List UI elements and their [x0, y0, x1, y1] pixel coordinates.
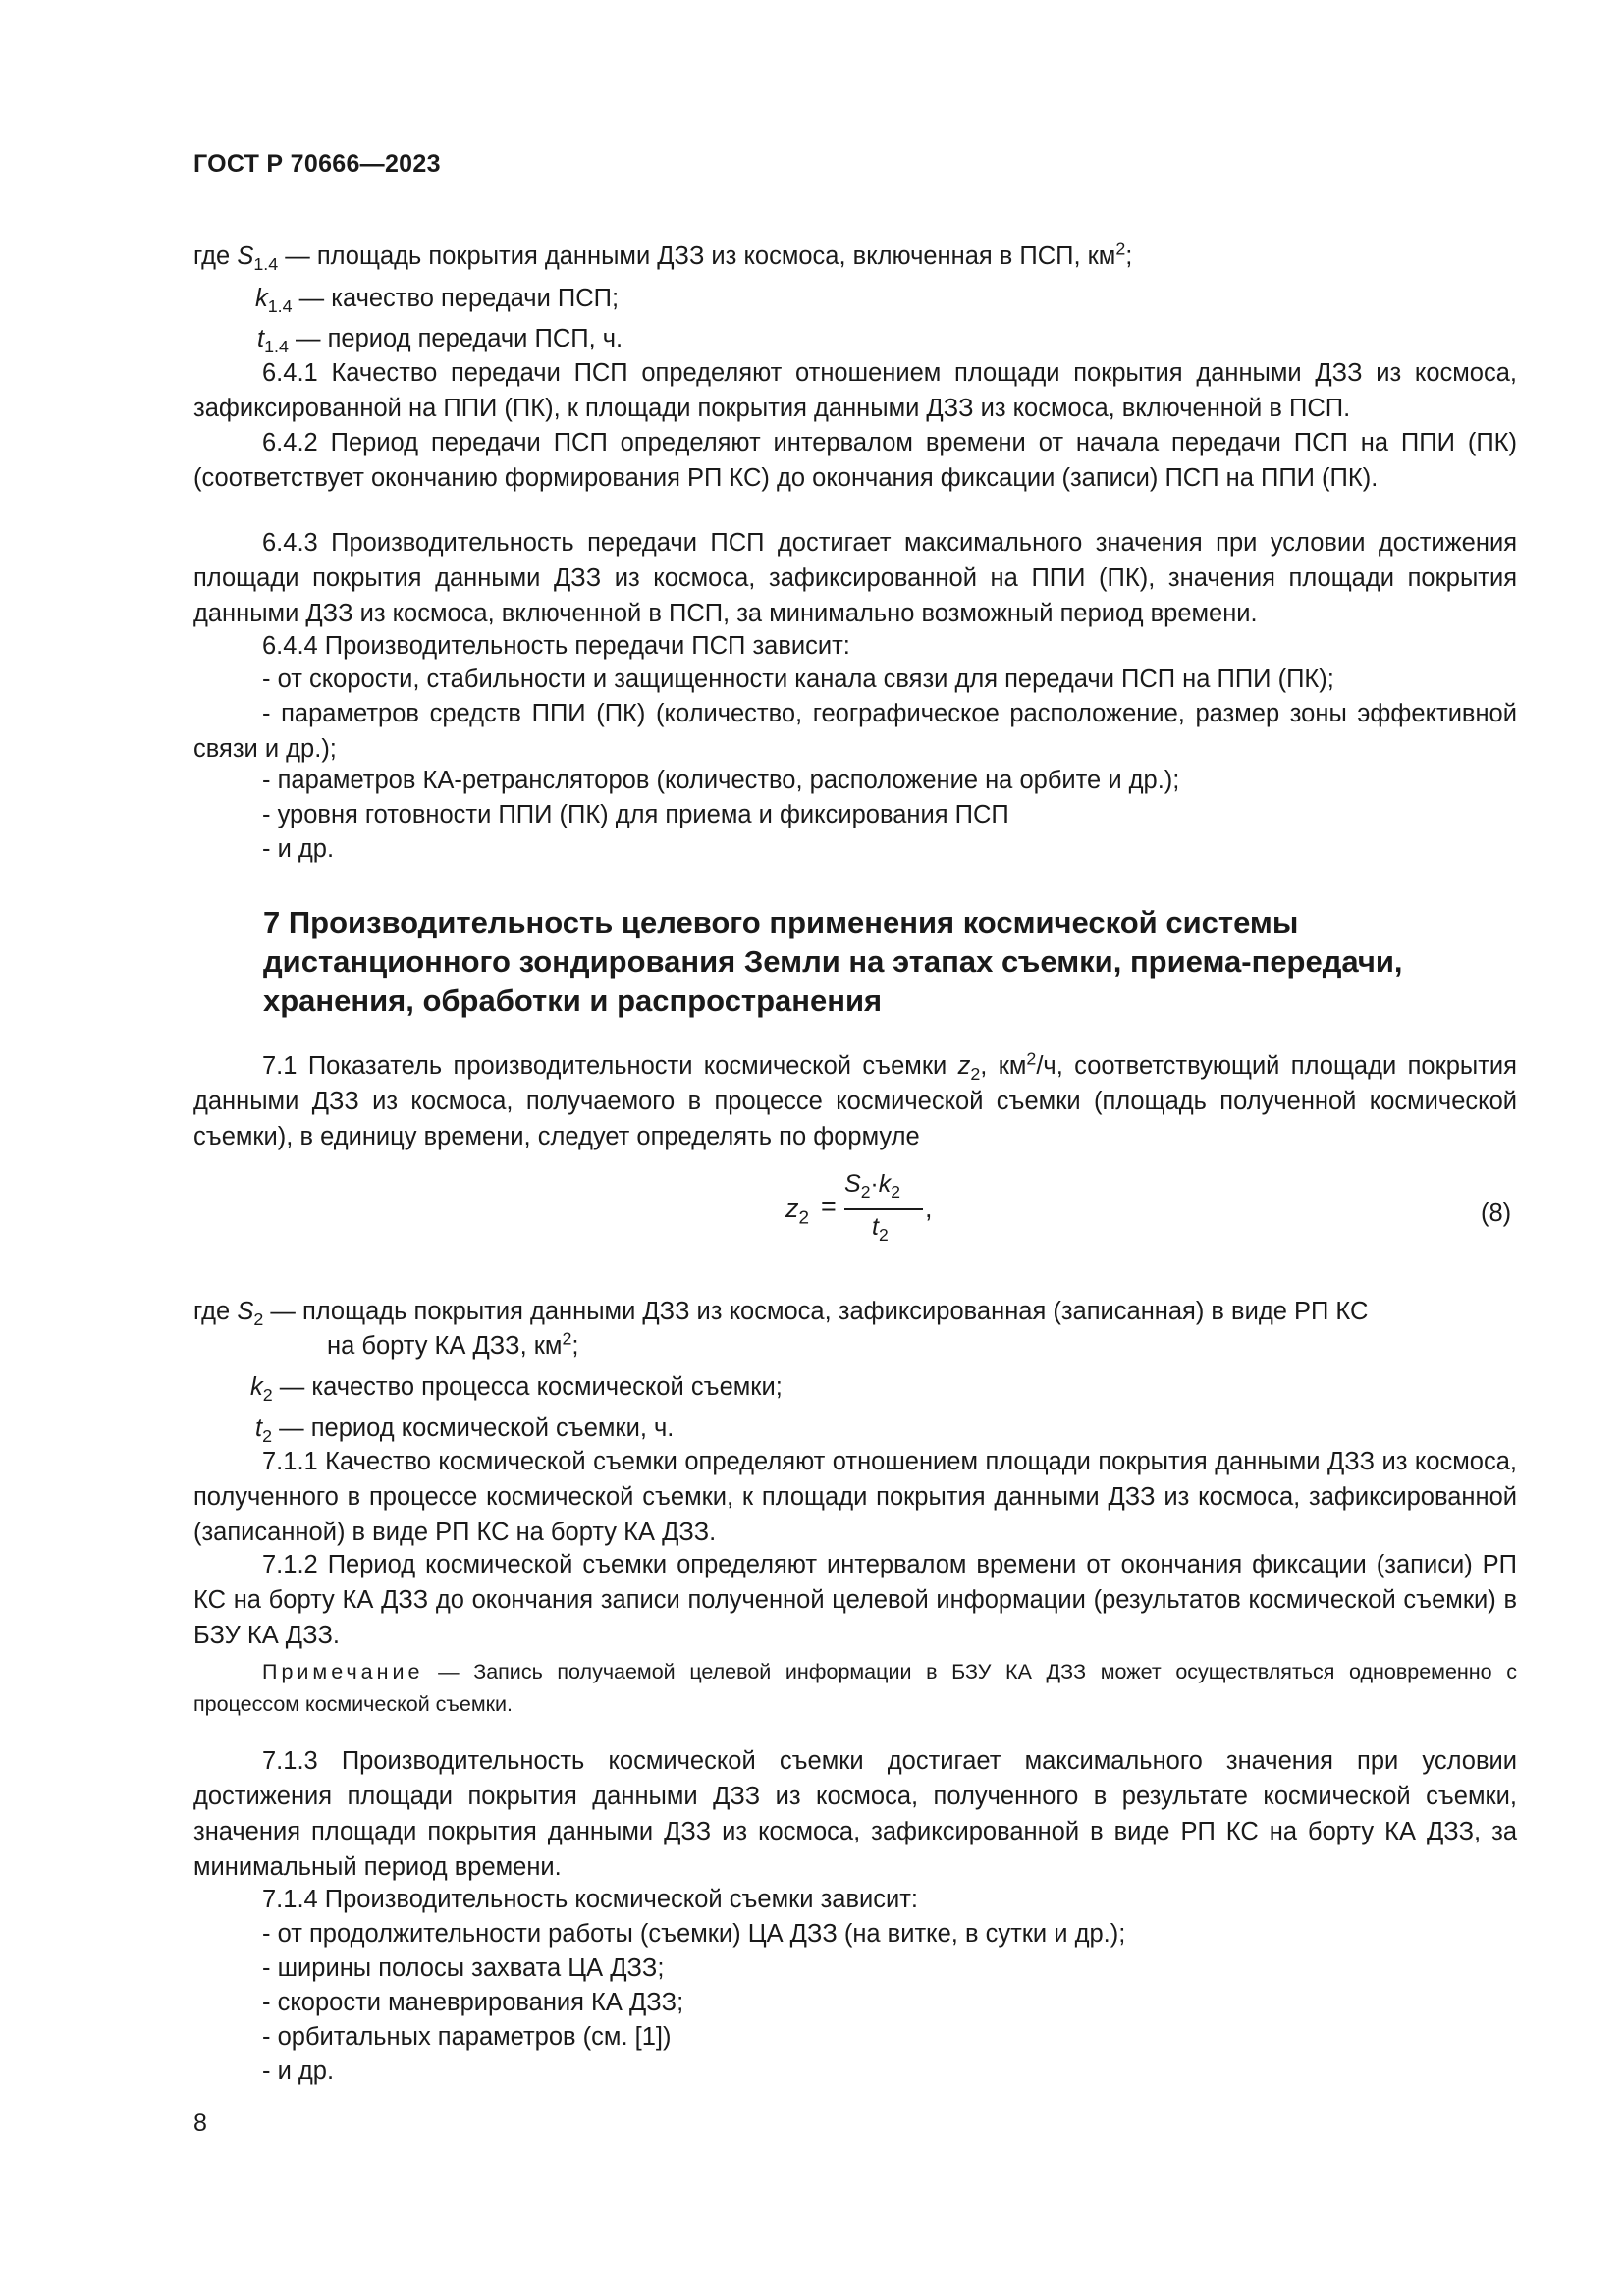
unit-superscript: 2 — [1115, 239, 1126, 259]
definition-s14 — [193, 239, 1132, 274]
symbol-t-subscript: 2 — [262, 1426, 273, 1447]
section-7-heading: 7 Производительность целевого применения космической системы дистанционного зондирования Земли на этапах съемки, приема-передачи, хранения, обработки и распространения — [263, 905, 1403, 1018]
paragraph-7-1 — [193, 1048, 1517, 1154]
definition-k2 — [250, 1369, 783, 1405]
definition-s2 — [193, 1294, 1368, 1329]
definition-text: — площадь покрытия данными ДЗЗ из космоса, зафиксированная (записанная) в виде РП КС — [270, 1298, 1369, 1325]
unit-superscript: 2 — [562, 1328, 572, 1349]
punctuation: ; — [571, 1332, 579, 1360]
definition-text: на борту КА ДЗЗ, км — [327, 1332, 563, 1360]
subscript: 2 — [798, 1207, 810, 1229]
paragraph-6-4-3: 6.4.3 Производительность передачи ПСП достигает максимального значения при условии достижения площади покрытия данными ДЗЗ из космоса, зафиксированной на ППИ (ПК), значения площади покрытия данными ДЗЗ из космоса, включенной в ПСП, за минимально возможный период времени. — [193, 529, 1517, 627]
symbol-s: S — [237, 242, 254, 270]
note-label: Примечание — [262, 1660, 424, 1683]
definition-k14 — [255, 281, 619, 316]
formula-8 — [785, 1170, 943, 1253]
paragraph-6-4-2: 6.4.2 Период передачи ПСП определяют интервалом времени от начала передачи ПСП на ППИ (ПК) (соответствует окончанию формирования РП КС) до окончания фиксации (записи) ПСП на ППИ (ПК). — [193, 429, 1517, 492]
symbol-z-subscript: 2 — [970, 1064, 981, 1085]
list-item: - от скорости, стабильности и защищенности канала связи для передачи ПСП на ППИ (ПК); — [262, 666, 1334, 693]
definition-text: — качество процесса космической съемки; — [279, 1373, 783, 1401]
symbol-z: z — [785, 1194, 799, 1223]
definition-t14 — [257, 321, 623, 356]
paragraph-7-1-2: 7.1.2 Период космической съемки определяют интервалом времени от окончания фиксации (записи) РП КС на борту КА ДЗЗ до окончания записи полученной целевой информации (результатов космической съемки) в БЗУ КА ДЗЗ. — [193, 1551, 1517, 1649]
definition-t2 — [255, 1411, 674, 1446]
definition-text: — период космической съемки, ч. — [279, 1415, 675, 1442]
formula-comma: , — [925, 1194, 933, 1223]
list-item: - уровня готовности ППИ (ПК) для приема и фиксирования ПСП — [262, 801, 1009, 828]
formula-numerator — [844, 1170, 900, 1199]
where-label: где — [193, 1298, 231, 1325]
symbol-k: k — [878, 1170, 892, 1198]
symbol-k: k — [255, 285, 268, 312]
paragraph-6-4-1: 6.4.1 Качество передачи ПСП определяют отношением площади покрытия данными ДЗЗ из космоса, зафиксированной на ППИ (ПК), к площади покрытия данными ДЗЗ из космоса, включенной в ПСП. — [193, 359, 1517, 422]
list-item: - параметров средств ППИ (ПК) (количество, географическое расположение, размер зоны эффективной связи и др.); — [193, 700, 1517, 763]
fraction-bar — [844, 1208, 923, 1210]
symbol-z: z — [957, 1052, 971, 1080]
note-text: — Запись получаемой целевой информации в БЗУ КА ДЗЗ может осуществляться одновременно с процессом космической съемки. — [193, 1660, 1517, 1716]
symbol-t-subscript: 1.4 — [264, 337, 289, 357]
equals-sign: = — [821, 1192, 837, 1221]
multiply-dot: · — [870, 1170, 879, 1198]
text: , км — [980, 1052, 1027, 1080]
page-number: 8 — [193, 2109, 207, 2137]
subscript: 2 — [878, 1225, 889, 1245]
subscript: 2 — [891, 1182, 900, 1201]
text: 7.1 Показатель производительности космической съемки — [262, 1052, 958, 1080]
symbol-k: k — [250, 1373, 263, 1401]
definition-text: — площадь покрытия данными ДЗЗ из космоса, включенная в ПСП, км — [285, 242, 1116, 270]
list-item: - параметров КА-ретрансляторов (количество, расположение на орбите и др.); — [262, 767, 1180, 794]
symbol-s-subscript: 1.4 — [253, 254, 279, 275]
where-label: где — [193, 242, 231, 270]
definition-s2-continued — [327, 1328, 578, 1363]
formula-lhs — [785, 1194, 810, 1229]
paragraph-7-1-3: 7.1.3 Производительность космической съемки достигает максимального значения при условии достижения площади покрытия данными ДЗЗ из космоса, полученного в результате космической съемки, значения площади покрытия данными ДЗЗ из космоса, зафиксированной в виде РП КС на борту КА ДЗЗ, за минимальный период времени. — [193, 1747, 1517, 1881]
paragraph-7-1-4: 7.1.4 Производительность космической съемки зависит: — [262, 1886, 919, 1913]
symbol-s: S — [237, 1298, 254, 1325]
paragraph-6-4-4: 6.4.4 Производительность передачи ПСП зависит: — [262, 632, 850, 660]
symbol-t: t — [255, 1415, 263, 1442]
list-item: - ширины полосы захвата ЦА ДЗЗ; — [262, 1954, 665, 1982]
document-header: ГОСТ Р 70666—2023 — [193, 150, 441, 178]
list-item: - и др. — [262, 2057, 335, 2085]
subscript: 2 — [860, 1182, 871, 1201]
definition-text: — период передачи ПСП, ч. — [296, 325, 623, 352]
note — [193, 1656, 1517, 1721]
list-item: - орбитальных параметров (см. [1]) — [262, 2023, 672, 2051]
list-item: - скорости маневрирования КА ДЗЗ; — [262, 1989, 684, 2016]
list-item: - от продолжительности работы (съемки) ЦА ДЗЗ (на витке, в сутки и др.); — [262, 1920, 1126, 1948]
formula-denominator — [872, 1213, 889, 1245]
symbol-t: t — [872, 1213, 879, 1241]
symbol-t: t — [257, 325, 265, 352]
unit-superscript: 2 — [1026, 1048, 1037, 1069]
definition-text: — качество передачи ПСП; — [298, 285, 620, 312]
symbol-k-subscript: 2 — [262, 1385, 273, 1406]
text: /ч, соответствующий площади покрытия данными ДЗЗ из космоса, получаемого в процессе космической съемки (площадь полученной космической съемки), в единицу времени, следует определять по формуле — [193, 1052, 1517, 1150]
symbol-k-subscript: 1.4 — [267, 296, 293, 317]
symbol-s: S — [844, 1170, 861, 1198]
punctuation: ; — [1125, 242, 1133, 270]
symbol-s-subscript: 2 — [253, 1309, 264, 1330]
formula-number: (8) — [1481, 1200, 1512, 1227]
list-item: - и др. — [262, 835, 335, 863]
paragraph-7-1-1: 7.1.1 Качество космической съемки определяют отношением площади покрытия данными ДЗЗ из космоса, полученного в процессе космической съемки, к площади покрытия данными ДЗЗ из космоса, зафиксированной (записанной) в виде РП КС на борту КА ДЗЗ. — [193, 1448, 1517, 1546]
